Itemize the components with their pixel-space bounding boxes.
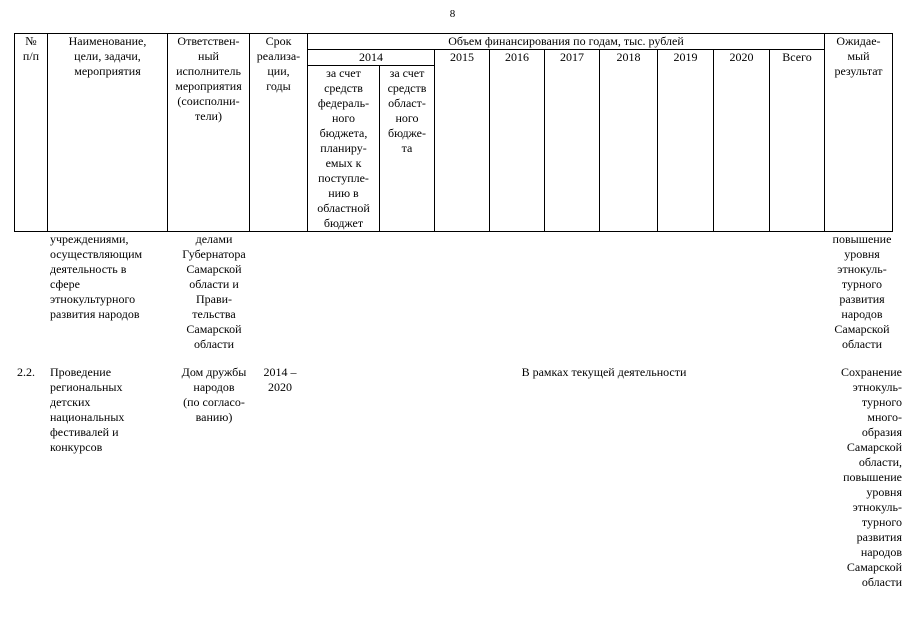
- header-year-2015: 2015: [435, 50, 490, 232]
- header-year-2014: 2014: [308, 50, 435, 66]
- header-result: Ожидае- мый результат: [825, 34, 893, 232]
- header-term: Срок реализа- ции, годы: [250, 34, 308, 232]
- row-2-responsible: Дом дружбы народов (по согласо- ванию): [181, 365, 247, 424]
- header-year-2019: 2019: [658, 50, 714, 232]
- row-2-name: Проведение региональных детских национальных фестивалей и конкурсов: [50, 365, 125, 454]
- header-federal-budget: за счет средств федераль- ного бюджета, планиру- емых к поступле- нию в областной бюджет: [308, 66, 380, 232]
- row-2-term: 2014 – 2020: [263, 365, 297, 394]
- row-1-name: учреждениями, осуществляющим деятельность в сфере этнокультурного развития народов: [50, 232, 143, 321]
- header-year-2018: 2018: [600, 50, 658, 232]
- row-2-result: Сохранение этнокуль- турного много- образия Самарской области, повышение уровня этнокуль- турного развития народов Самарской области: [841, 365, 902, 589]
- header-number: № п/п: [15, 34, 48, 232]
- header-total: Всего: [770, 50, 825, 232]
- page-number: 8: [449, 8, 456, 20]
- row-1-responsible: делами Губернатора Самарской области и Прави- тельства Самарской области: [182, 232, 246, 351]
- header-year-2016: 2016: [490, 50, 545, 232]
- header-year-2017: 2017: [545, 50, 600, 232]
- row-2-funding: В рамках текущей деятельности: [521, 365, 687, 379]
- header-name: Наименование, цели, задачи, мероприятия: [48, 34, 168, 232]
- row-2-number: 2.2.: [17, 365, 35, 379]
- header-year-2020: 2020: [714, 50, 770, 232]
- header-regional-budget: за счет средств област- ного бюдже- та: [380, 66, 435, 232]
- header-funding: Объем финансирования по годам, тыс. рублей: [308, 34, 825, 50]
- program-table-header: [14, 33, 893, 232]
- row-1-result: повышение уровня этнокуль- турного развития народов Самарской области: [832, 232, 892, 351]
- header-responsible: Ответствен- ный исполнитель мероприятия (соисполни- тели): [168, 34, 250, 232]
